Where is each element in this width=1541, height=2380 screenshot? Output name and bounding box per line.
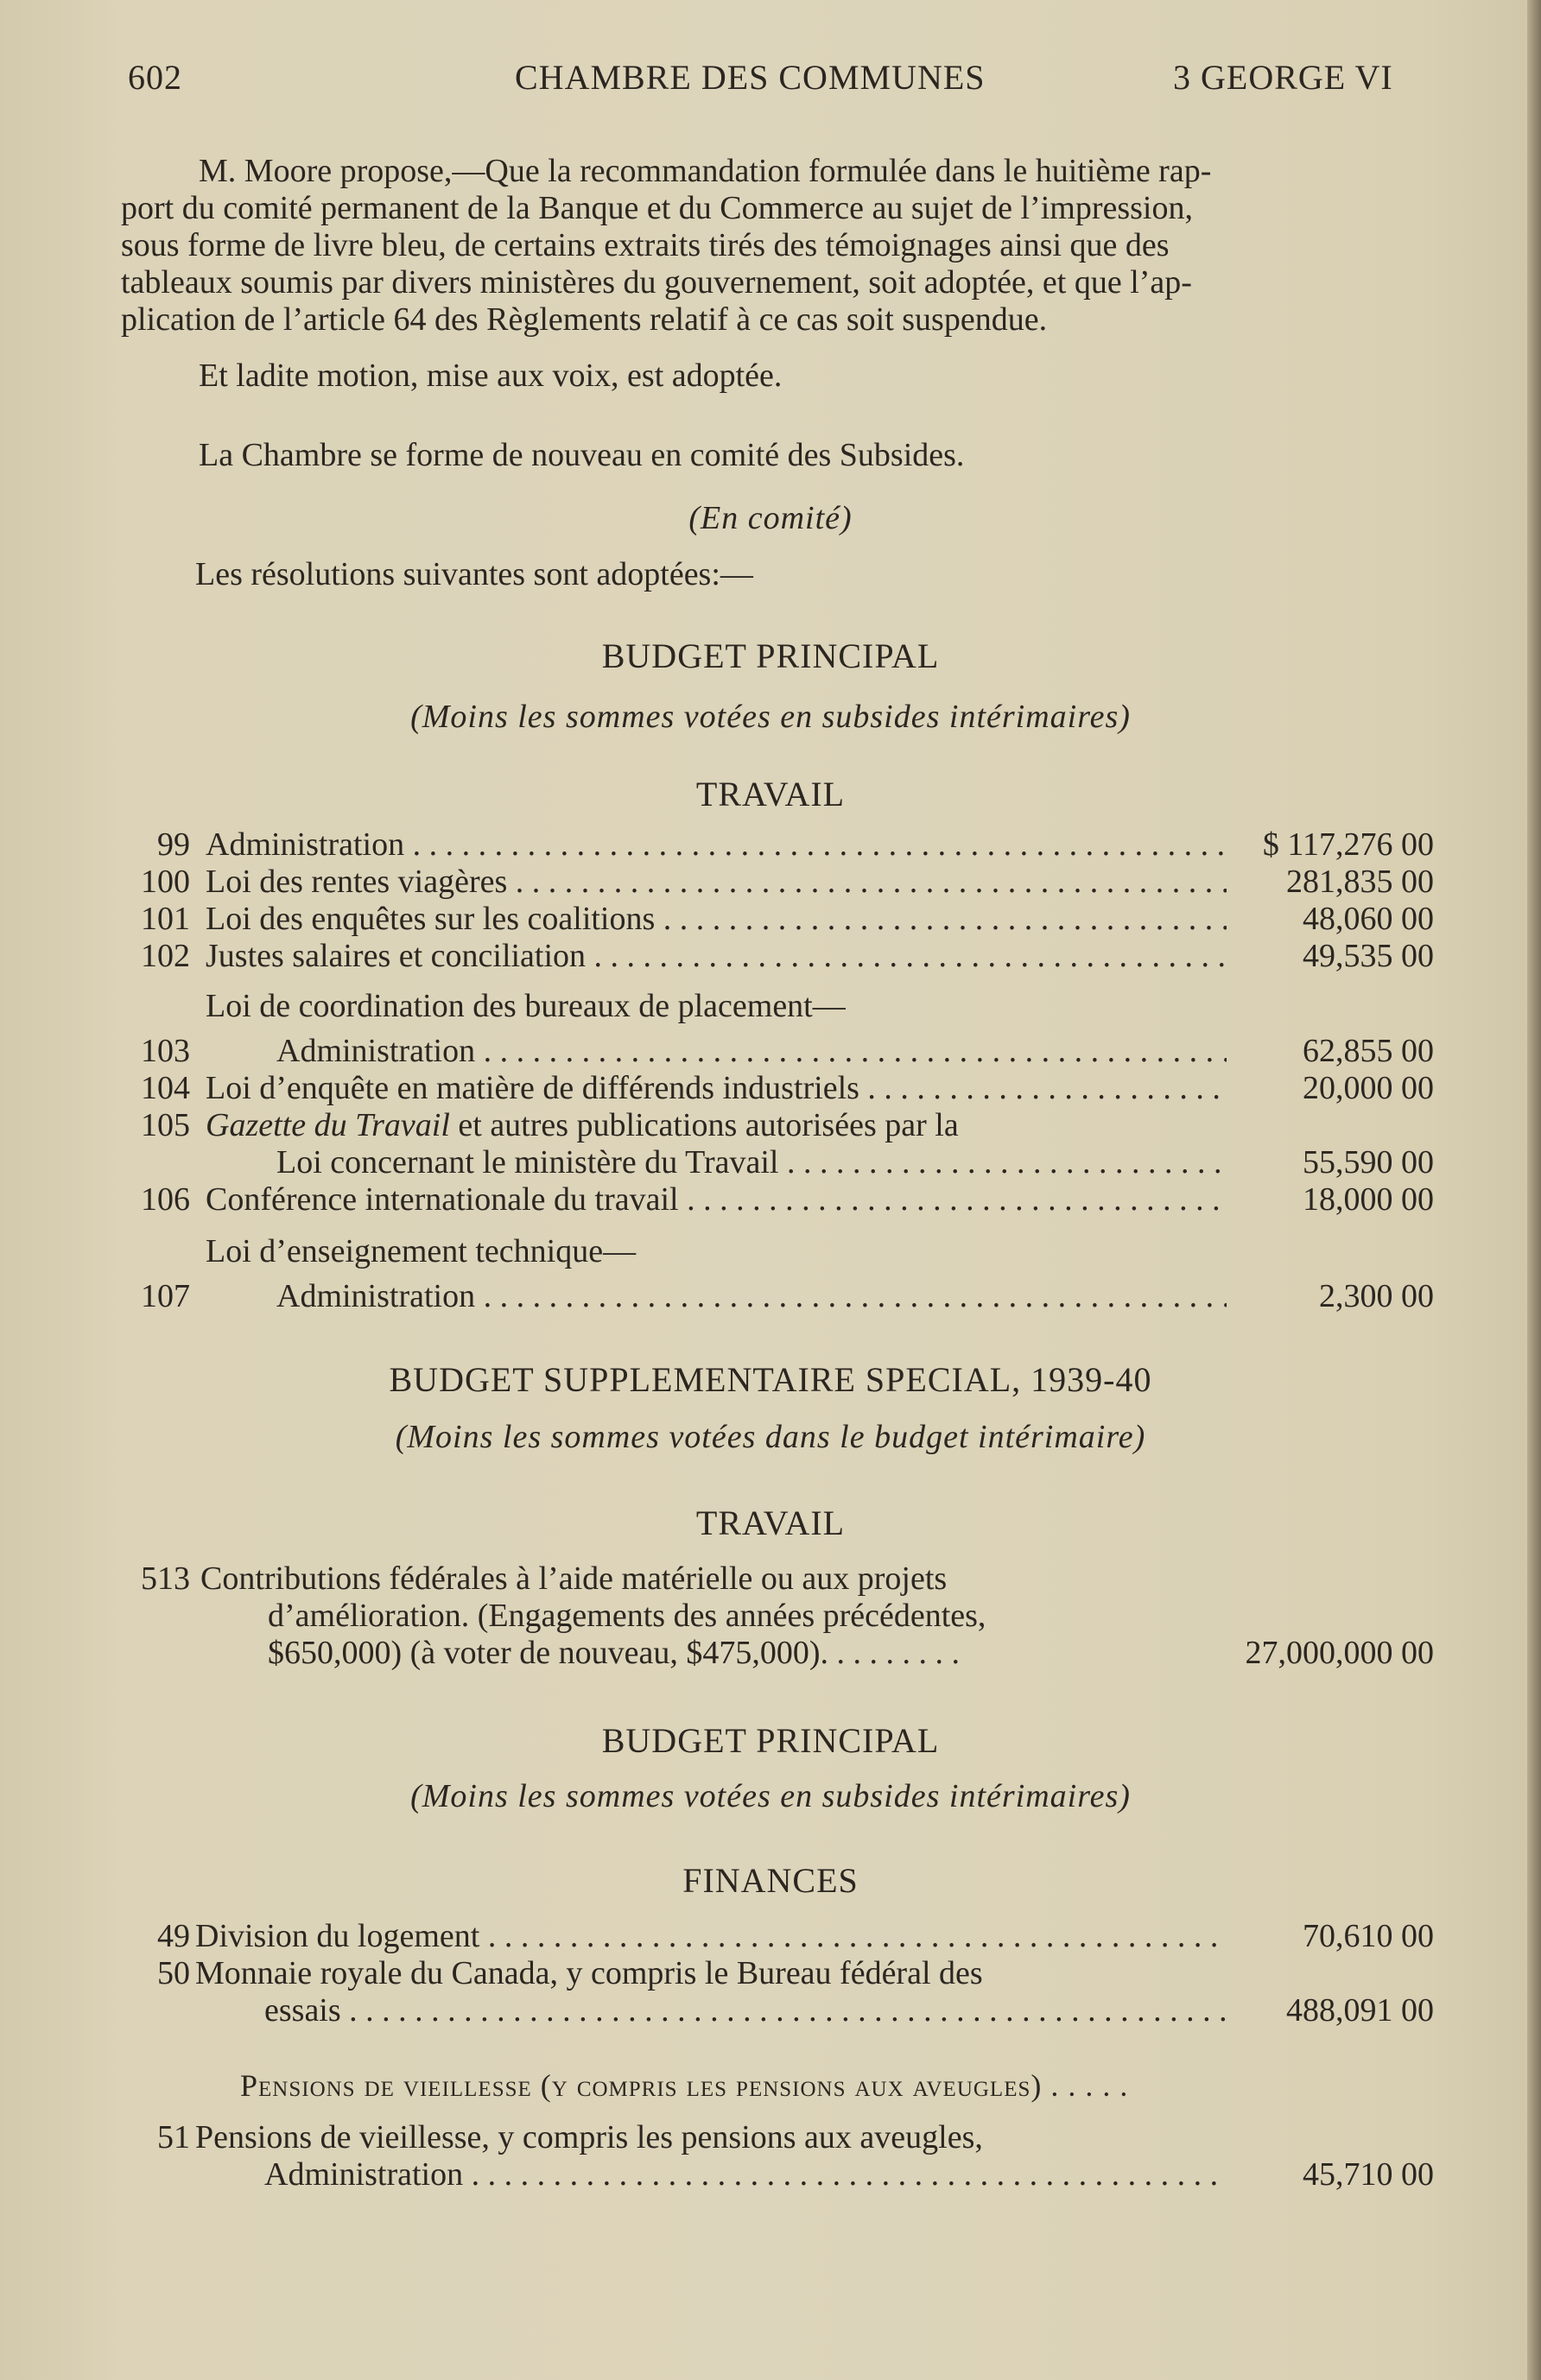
technical-group-label: Loi d’enseignement technique—: [206, 1233, 637, 1269]
vote-amount: 20,000 00: [1303, 1070, 1434, 1106]
vote-label-continuation: $650,000) (à voter de nouveau, $475,000). . . . . . . . .: [268, 1635, 961, 1671]
vote-row-105-continuation: [121, 1143, 1434, 1181]
vote-label: Conférence internationale du travail . . .: [206, 1181, 1227, 1218]
vote-number: 101: [141, 901, 190, 937]
page-number: 602: [128, 58, 182, 97]
vote-label: Loi d’enquête en matière de différends industriels . . .: [206, 1069, 1227, 1107]
book-spine-shadow: [1527, 0, 1541, 2380]
motion-line-1: M. Moore propose,—Que la recommandation formulée dans le huitième rap-: [199, 153, 1212, 189]
vote-amount: 70,610 00: [1303, 1918, 1434, 1954]
vote-amount: 49,535 00: [1303, 938, 1434, 974]
vote-label: Pensions de vieillesse, y compris les pensions aux aveugles,: [195, 2119, 983, 2155]
pensions-heading: Pensions de vieillesse (y compris les pensions aux aveugles) . . . . .: [240, 2068, 1129, 2103]
vote-number: 100: [141, 864, 190, 900]
vote-amount: 27,000,000 00: [1245, 1635, 1434, 1671]
vote-label-rest: et autres publications autorisées par la: [449, 1107, 959, 1143]
vote-row-50-line1: [121, 1954, 1434, 1992]
vote-label: Monnaie royale du Canada, y compris le Bureau fédéral des: [195, 1955, 983, 1991]
section3-subheading: (Moins les sommes votées en subsides intérimaires): [410, 1778, 1131, 1814]
vote-row-513-line2: [121, 1597, 1434, 1635]
running-title: CHAMBRE DES COMMUNES: [515, 58, 986, 97]
vote-row-51-line1: [121, 2118, 1434, 2156]
motion-line-2: port du comité permanent de la Banque et du Commerce au sujet de l’impression,: [121, 190, 1193, 226]
section2-heading: BUDGET SUPPLEMENTAIRE SPECIAL, 1939-40: [389, 1360, 1152, 1399]
vote-number: 99: [157, 826, 190, 863]
vote-row-105-first-line: [121, 1106, 1434, 1144]
vote-number: 106: [141, 1181, 190, 1218]
vote-number: 49: [157, 1918, 190, 1954]
vote-label: Contributions fédérales à l’aide matérielle ou aux projets: [200, 1560, 948, 1597]
session-label: 3 GEORGE VI: [1173, 58, 1393, 97]
motion-line-3: sous forme de livre bleu, de certains extraits tirés des témoignages ainsi que des: [121, 227, 1170, 263]
motion-line-4: tableaux soumis par divers ministères du gouvernement, soit adoptée, et que l’ap-: [121, 264, 1192, 301]
placement-group-label: Loi de coordination des bureaux de placement—: [206, 988, 846, 1024]
section2-subheading: (Moins les sommes votées dans le budget intérimaire): [395, 1419, 1146, 1455]
vote-row: [121, 1181, 1434, 1218]
section3-heading: BUDGET PRINCIPAL: [601, 1721, 940, 1760]
vote-label: Administration . . .: [276, 1277, 1227, 1315]
vote-row-513-line3: [121, 1634, 1434, 1672]
vote-row: [121, 1032, 1434, 1070]
resolutions-intro: Les résolutions suivantes sont adoptées:—: [195, 556, 753, 592]
vote-amount: 45,710 00: [1303, 2156, 1434, 2193]
section3-department: FINANCES: [682, 1861, 859, 1900]
vote-label: [206, 1106, 959, 1144]
vote-label: Loi des rentes viagères . . .: [206, 863, 1227, 901]
vote-amount: 281,835 00: [1286, 864, 1434, 900]
vote-amount: $ 117,276 00: [1262, 826, 1434, 863]
vote-row: [121, 863, 1434, 901]
section1-heading: BUDGET PRINCIPAL: [601, 636, 940, 675]
vote-label: Justes salaires et conciliation . . .: [206, 937, 1227, 975]
committee-intro: La Chambre se forme de nouveau en comité des Subsides.: [199, 437, 965, 473]
in-committee: (En comité): [688, 500, 853, 536]
section1-department: TRAVAIL: [695, 775, 846, 813]
gazette-title: Gazette du Travail: [206, 1107, 450, 1143]
vote-number: 513: [141, 1560, 190, 1597]
vote-number: 105: [141, 1107, 190, 1143]
vote-label: Division du logement . . .: [195, 1917, 1227, 1955]
vote-label-continuation: Administration . . .: [264, 2155, 1227, 2193]
vote-row: [121, 1069, 1434, 1107]
section2-department: TRAVAIL: [695, 1503, 846, 1542]
motion-line-5: plication de l’article 64 des Règlements relatif à ce cas soit suspendue.: [121, 301, 1048, 338]
vote-label: Loi des enquêtes sur les coalitions . . .: [206, 900, 1227, 938]
vote-row-50-continuation: [121, 1991, 1434, 2029]
vote-row: [121, 826, 1434, 864]
vote-number: 102: [141, 938, 190, 974]
vote-row-51-continuation: [121, 2155, 1434, 2193]
vote-number: 103: [141, 1033, 190, 1069]
motion-adopted: Et ladite motion, mise aux voix, est adoptée.: [199, 358, 783, 394]
vote-amount: 18,000 00: [1303, 1181, 1434, 1218]
vote-label: Administration . . .: [206, 826, 1227, 864]
vote-amount: 62,855 00: [1303, 1033, 1434, 1069]
vote-label-continuation: essais . . .: [264, 1991, 1227, 2029]
vote-number: 104: [141, 1070, 190, 1106]
vote-number: 51: [157, 2119, 190, 2155]
vote-number: 50: [157, 1955, 190, 1991]
vote-row: [121, 1917, 1434, 1955]
vote-row-513-line1: [121, 1560, 1434, 1598]
vote-label-continuation: d’amélioration. (Engagements des années précédentes,: [268, 1598, 986, 1634]
vote-number: 107: [141, 1278, 190, 1314]
vote-row: [121, 1277, 1434, 1315]
section1-subheading: (Moins les sommes votées en subsides intérimaires): [410, 699, 1131, 735]
vote-amount: 2,300 00: [1319, 1278, 1434, 1314]
vote-label-continuation: Loi concernant le ministère du Travail . . .: [276, 1143, 1227, 1181]
vote-row: [121, 937, 1434, 975]
vote-amount: 55,590 00: [1303, 1144, 1434, 1181]
vote-amount: 488,091 00: [1286, 1992, 1434, 2029]
vote-label: Administration . . .: [276, 1032, 1227, 1070]
vote-row: [121, 900, 1434, 938]
vote-amount: 48,060 00: [1303, 901, 1434, 937]
